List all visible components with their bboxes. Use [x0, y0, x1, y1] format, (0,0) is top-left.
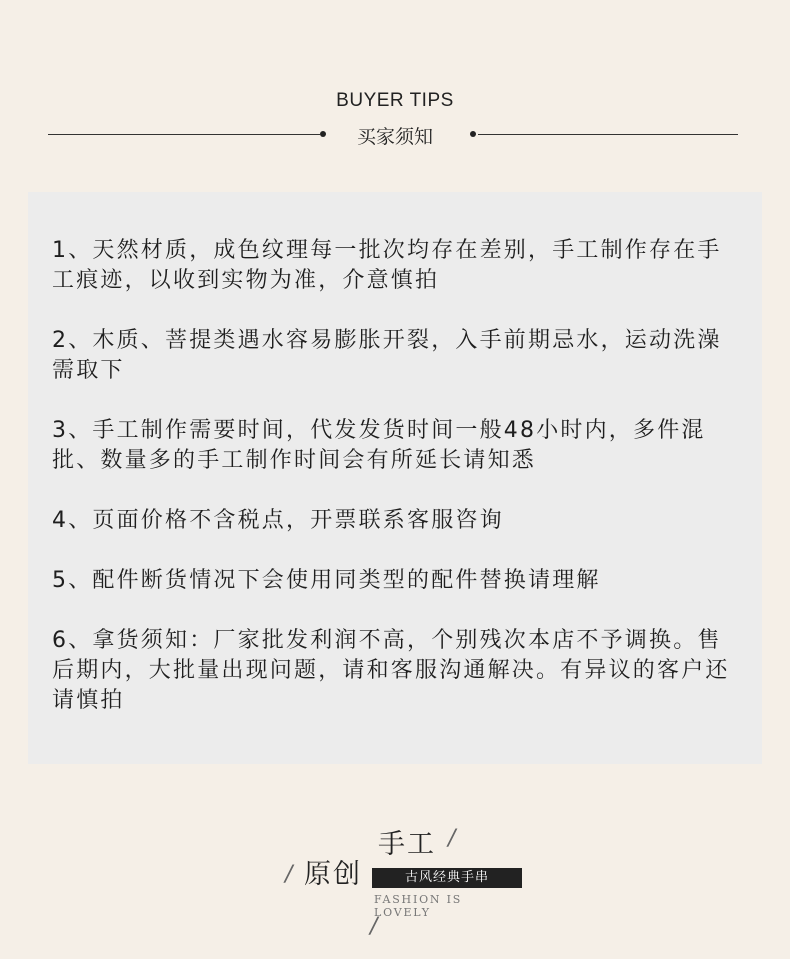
tips-panel: [28, 192, 762, 764]
footer-handmade-text: 手工: [378, 829, 436, 860]
buyer-tips-header: [0, 0, 790, 160]
divider-dot-right: [470, 131, 476, 137]
footer-tagline-cn: 古风经典手串: [372, 868, 522, 888]
tip-item: 4、页面价格不含税点，开票联系客服咨询: [52, 508, 504, 533]
slash-decoration: /: [370, 914, 378, 939]
tip-item: 3、手工制作需要时间，代发发货时间一般48小时内，多件混批、数量多的手工制作时间会有所延长请知悉: [52, 418, 706, 473]
tip-item: 2、木质、菩提类遇水容易膨胀开裂，入手前期忌水，运动洗澡需取下: [52, 328, 722, 383]
slash-decoration: /: [448, 826, 456, 851]
brand-footer: [0, 800, 790, 959]
header-subtitle: 买家须知: [356, 126, 433, 148]
tip-item: 6、拿货须知：厂家批发利润不高，个别残次本店不予调换。售后期内，大批量出现问题，请和客服沟通解决。有异议的客户还请慎拍: [52, 628, 730, 713]
divider-right: [478, 134, 738, 135]
tip-item: 1、天然材质，成色纹理每一批次均存在差别，手工制作存在手工痕迹，以收到实物为准，介意慎拍: [52, 238, 722, 293]
footer-tagline-en: FASHION IS LOVELY: [374, 893, 463, 919]
tip-item: 5、配件断货情况下会使用同类型的配件替换请理解: [52, 568, 601, 593]
slash-decoration: /: [285, 862, 293, 887]
tips-list: [52, 236, 742, 746]
footer-original-text: 原创: [304, 859, 362, 890]
header-title: BUYER TIPS: [336, 90, 454, 111]
